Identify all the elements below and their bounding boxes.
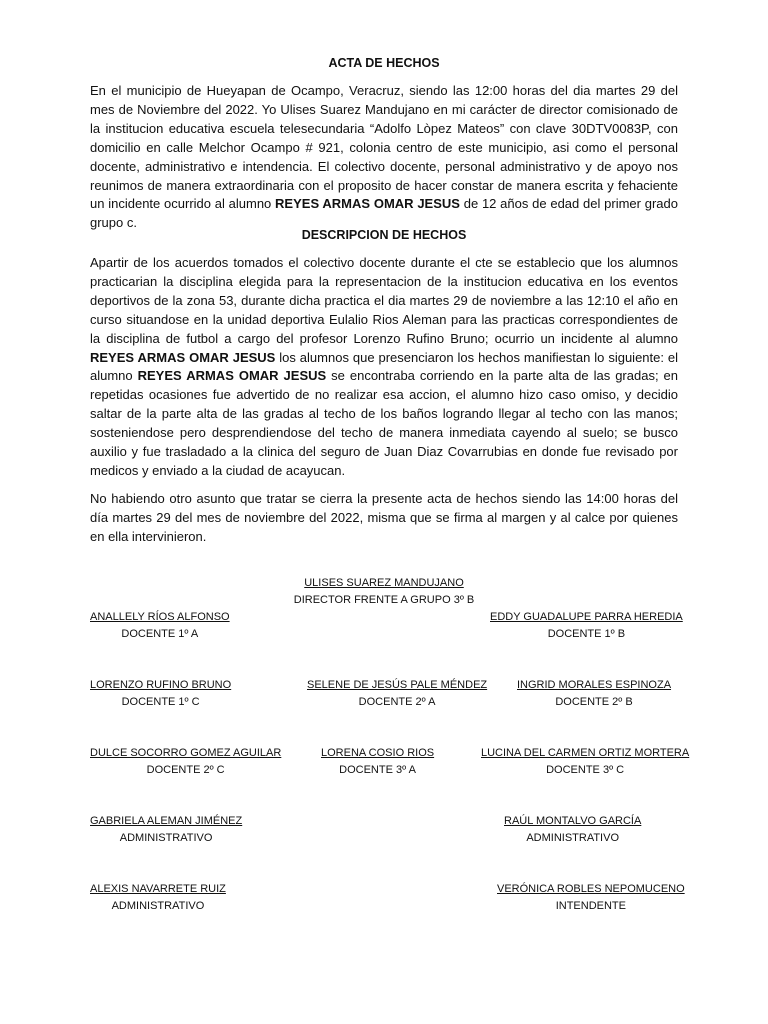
signature-block bbox=[504, 813, 641, 847]
signer-name: LORENZO RUFINO BRUNO bbox=[90, 679, 232, 691]
signer-name: ULISES SUAREZ MANDUJANO bbox=[304, 577, 464, 589]
signer-name: DULCE SOCORRO GOMEZ AGUILAR bbox=[90, 747, 282, 759]
signer-role: DOCENTE 2º C bbox=[146, 764, 225, 776]
signature-block bbox=[90, 677, 231, 711]
signer-name: INGRID MORALES ESPINOZA bbox=[517, 679, 672, 691]
description-text-2: los alumnos que presenciaron los hechos manifiestan lo siguiente: el alumno bbox=[90, 349, 679, 384]
signature-block bbox=[307, 677, 487, 711]
closing-paragraph: No habiendo otro asunto que tratar se cierra la presente acta de hechos siendo las 14:00 horas del día martes 29 del mes de noviembre del 2022, misma que se firma al margen y al calce por quienes en ella intervinieron. bbox=[90, 491, 678, 544]
signer-role: DOCENTE 3º C bbox=[546, 764, 625, 776]
signer-role: DIRECTOR FRENTE A GRUPO 3º B bbox=[293, 594, 475, 606]
section-title: DESCRIPCION DE HECHOS bbox=[301, 228, 467, 242]
student-name: REYES ARMAS OMAR JESUS bbox=[90, 349, 276, 365]
signature-block bbox=[321, 745, 434, 779]
signature-block bbox=[90, 609, 230, 643]
signer-name: GABRIELA ALEMAN JIMÉNEZ bbox=[90, 815, 243, 827]
description-text-1: Apartir de los acuerdos tomados el colectivo docente durante el cte se establecio que los alumnos practicarian la disciplina elegida para la representacion de la institucion educativa en los eventos deportivos de la zona 53, durante dicha practica el dia martes 29 de noviembre a las 12:10 el año en curso situandose en la unidad deportiva Eulalio Rios Aleman para las practicas correspondientes de la disciplina de futbol a cargo del profesor Lorenzo Rufino Bruno; ocurrio un incidente al alumno bbox=[90, 255, 678, 346]
signer-name: EDDY GUADALUPE PARRA HEREDIA bbox=[490, 611, 683, 623]
signer-role: INTENDENTE bbox=[555, 900, 626, 912]
signer-role: ADMINISTRATIVO bbox=[119, 832, 213, 844]
signature-director bbox=[274, 575, 494, 609]
student-name: REYES ARMAS OMAR JESUS bbox=[275, 196, 460, 212]
signer-name: SELENE DE JESÚS PALE MÉNDEZ bbox=[307, 679, 488, 691]
signature-block bbox=[90, 881, 226, 915]
description-paragraph bbox=[90, 254, 678, 481]
signer-role: DOCENTE 1º C bbox=[121, 696, 200, 708]
signer-role: DOCENTE 2º B bbox=[555, 696, 633, 708]
signer-name: LORENA COSIO RIOS bbox=[321, 747, 435, 759]
signer-role: DOCENTE 1º A bbox=[121, 628, 199, 640]
signature-block bbox=[90, 813, 242, 847]
description-text-3: se encontraba corriendo en la parte alta de las gradas; en repetidas ocasiones fue advertido de no realizar esa accion, el alumno hizo caso omiso, y decidio saltar de la parte alta de las gradas al techo de los baños logrando llegar al techo con las manos; sosteniendose pero desprendiendose del techo de manera inmediata cayendo al suelo; se busco auxilio y fue trasladado a la clinica del seguro de Juan Diaz Covarrubias en donde fue revisado por medicos y enviado a la ciudad de acayucan. bbox=[90, 368, 679, 478]
signature-block bbox=[481, 745, 689, 779]
student-name: REYES ARMAS OMAR JESUS bbox=[137, 368, 327, 384]
signer-name: ANALLELY RÍOS ALFONSO bbox=[90, 611, 230, 623]
signer-name: VERÓNICA ROBLES NEPOMUCENO bbox=[497, 883, 685, 895]
intro-text-1: En el municipio de Hueyapan de Ocampo, Veracruz, siendo las 12:00 horas del dia martes 29 del mes de Noviembre del 2022. Yo Ulises Suarez Mandujano en mi carácter de director comisionado de la institucion educativa escuela telesecundaria “Adolfo Lòpez Mateos” con clave 30DTV0083P, con domicilio en calle Melchor Ocampo # 921, colonia centro de este municipio, asi como el personal docente, administrativo e intendencia. El colectivo docente, personal administrativo y de apoyo nos reunimos de manera extraordinaria con el proposito de hacer constar de manera escrita y fehaciente un incidente ocurrido al alumno bbox=[90, 83, 678, 212]
signer-role: DOCENTE 1º B bbox=[547, 628, 626, 640]
signature-block bbox=[517, 677, 671, 711]
signature-block bbox=[490, 609, 683, 643]
signer-role: DOCENTE 3º A bbox=[339, 764, 416, 776]
document-title: ACTA DE HECHOS bbox=[328, 56, 440, 70]
signer-role: ADMINISTRATIVO bbox=[111, 900, 205, 912]
intro-paragraph bbox=[90, 82, 678, 233]
signer-name: LUCINA DEL CARMEN ORTIZ MORTERA bbox=[481, 747, 690, 759]
signature-block bbox=[90, 745, 281, 779]
signer-name: RAÚL MONTALVO GARCÍA bbox=[504, 815, 642, 827]
intro-text-2: de 12 años de edad del primer grado grupo c. bbox=[90, 196, 678, 231]
signer-role: DOCENTE 2º A bbox=[358, 696, 436, 708]
signature-block bbox=[497, 881, 685, 915]
signer-role: ADMINISTRATIVO bbox=[526, 832, 620, 844]
signer-name: ALEXIS NAVARRETE RUIZ bbox=[90, 883, 226, 895]
